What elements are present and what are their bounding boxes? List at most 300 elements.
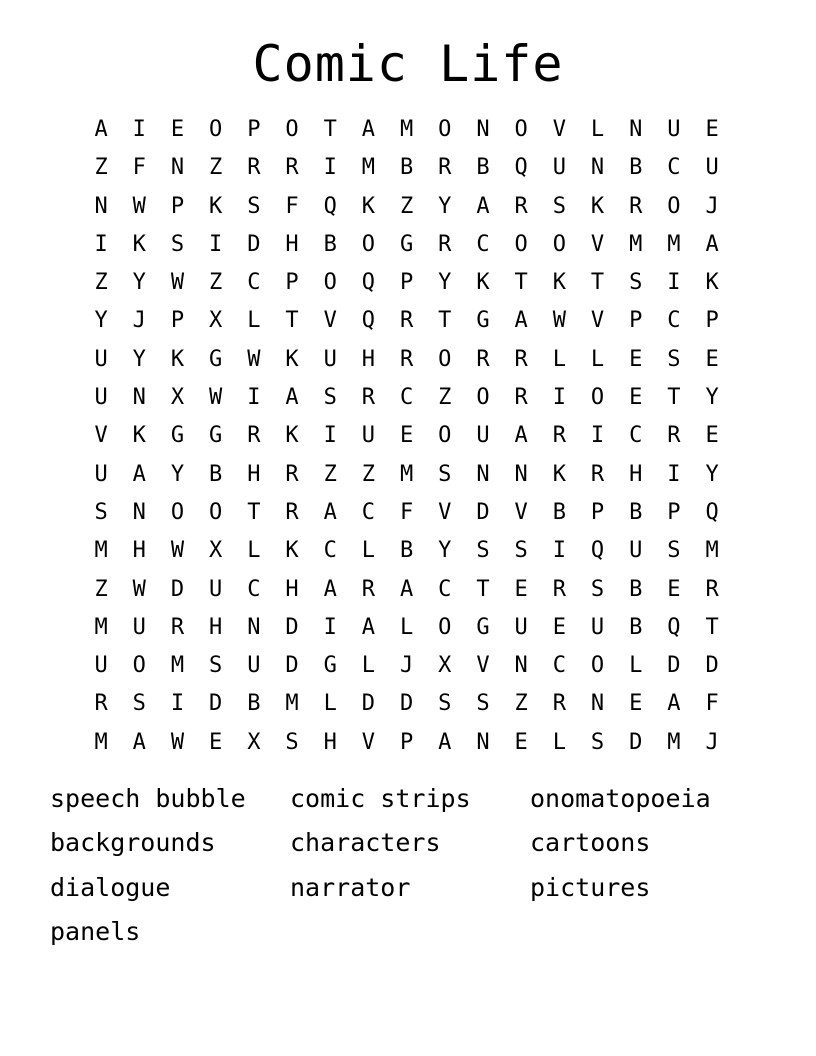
grid-letter: Y [438, 193, 452, 219]
grid-letter: B [399, 538, 414, 564]
grid-letter: G [323, 653, 337, 679]
word-list-item: dialogue [50, 872, 171, 902]
word-list-item: comic strips [290, 784, 471, 813]
grid-letter: T [667, 385, 681, 411]
grid-letter: K [285, 423, 299, 449]
grid-letter: R [247, 423, 261, 449]
grid-letter: T [438, 308, 452, 334]
grid-letter: S [323, 385, 337, 411]
page-title: Comic Life [252, 35, 564, 93]
grid-letter: S [590, 576, 605, 602]
grid-letter: O [438, 614, 452, 640]
grid-letter: O [667, 193, 681, 219]
grid-letter: I [552, 538, 566, 564]
grid-letter: W [170, 538, 185, 564]
grid-letter: S [667, 346, 681, 372]
grid-letter: O [590, 385, 605, 411]
grid-letter: R [399, 346, 414, 372]
grid-letter: A [323, 576, 337, 602]
grid-letter: R [94, 691, 108, 717]
grid-letter: R [399, 308, 414, 334]
grid-letter: R [514, 385, 528, 411]
grid-letter: R [552, 691, 566, 717]
grid-letter: K [209, 193, 223, 219]
grid-letter: S [438, 461, 452, 487]
grid-letter: X [209, 308, 223, 334]
grid-letter: M [705, 538, 719, 564]
grid-letter: U [94, 385, 108, 411]
grid-letter: Z [399, 193, 414, 219]
grid-letter: M [94, 729, 108, 755]
word-list-item: cartoons [530, 828, 651, 858]
grid-letter: L [552, 729, 566, 755]
word-list [50, 777, 770, 954]
grid-letter: C [667, 308, 681, 334]
grid-letter: E [552, 614, 566, 640]
grid-letter: A [667, 691, 681, 717]
grid-letter: D [209, 691, 223, 717]
grid-letter: O [438, 346, 452, 372]
grid-letter: A [132, 729, 146, 755]
grid-letter: O [590, 653, 605, 679]
grid-letter: X [438, 653, 452, 679]
grid-letter: R [552, 576, 566, 602]
grid-letter: Y [705, 461, 719, 487]
grid-letter: R [361, 385, 376, 411]
grid-letter: A [361, 117, 376, 142]
grid-letter: K [552, 270, 566, 296]
grid-letter: V [94, 423, 108, 449]
grid-letter: B [629, 155, 643, 181]
grid-letter: N [476, 729, 490, 755]
grid-letter: I [209, 231, 223, 257]
grid-letter: N [590, 155, 605, 181]
grid-letter: C [247, 270, 261, 296]
grid-letter: E [399, 423, 414, 449]
grid-letter: H [209, 614, 223, 640]
grid-letter: R [476, 346, 490, 372]
grid-letter: S [667, 538, 681, 564]
grid-letter: B [629, 614, 643, 640]
grid-letter: P [590, 499, 605, 525]
grid-letter: T [247, 499, 261, 525]
grid-letter: L [361, 538, 376, 564]
grid-letter: H [361, 346, 376, 372]
grid-letter: L [247, 308, 261, 334]
grid-letter: U [514, 614, 528, 640]
grid-letter: Z [438, 385, 452, 411]
grid-letter: O [209, 117, 223, 142]
grid-letter: C [438, 576, 452, 602]
grid-letter: R [170, 614, 185, 640]
grid-letter: E [514, 729, 528, 755]
grid-letter: U [94, 346, 108, 372]
word-list-item: speech bubble [50, 784, 246, 813]
grid-letter: M [667, 729, 681, 755]
grid-letter: C [629, 423, 643, 449]
grid-letter: N [247, 614, 261, 640]
grid-letter: D [170, 576, 185, 602]
grid-letter: T [514, 270, 528, 296]
grid-letter: J [132, 308, 146, 334]
grid-letter: T [705, 614, 719, 640]
grid-letter: R [285, 499, 299, 525]
grid-letter: R [514, 346, 528, 372]
grid-letter: S [94, 499, 108, 525]
grid-letter: R [438, 155, 452, 181]
grid-letter: I [667, 270, 681, 296]
grid-letter: V [590, 308, 605, 334]
word-list-item: backgrounds [50, 828, 216, 858]
grid-letter: K [285, 538, 299, 564]
grid-letter: P [399, 270, 414, 296]
grid-letter: B [323, 231, 337, 257]
grid-letter: W [170, 270, 185, 296]
grid-letter: A [399, 576, 414, 602]
grid-letter: H [629, 461, 643, 487]
grid-letter: S [132, 691, 146, 717]
grid-letter: Q [361, 270, 376, 296]
grid-letter: T [323, 117, 337, 142]
grid-letter: U [209, 576, 223, 602]
grid-letter: P [629, 308, 643, 334]
grid-letter: J [399, 653, 414, 679]
grid-letter: M [170, 653, 185, 679]
grid-letter: I [552, 385, 566, 411]
grid-letter: E [629, 385, 643, 411]
grid-letter: B [629, 499, 643, 525]
grid-letter: N [170, 155, 185, 181]
grid-letter: L [590, 117, 605, 142]
grid-letter: O [476, 385, 490, 411]
grid-letter: O [285, 117, 299, 142]
grid-letter: Z [209, 155, 223, 181]
grid-letter: B [247, 691, 261, 717]
grid-letter: V [590, 231, 605, 257]
grid-letter: R [629, 193, 643, 219]
grid-letter: C [247, 576, 261, 602]
grid-letter: L [590, 346, 605, 372]
grid-letter: Y [132, 346, 146, 372]
grid-letter: R [285, 461, 299, 487]
grid-letter: E [705, 423, 719, 449]
grid-letter: H [323, 729, 337, 755]
grid-letter: Y [170, 461, 185, 487]
grid-letter: W [132, 576, 146, 602]
grid-letter: Q [667, 614, 681, 640]
grid-letter: Y [705, 385, 719, 411]
grid-letter: W [247, 346, 261, 372]
grid-letter: U [94, 653, 108, 679]
word-list-item: pictures [530, 872, 651, 902]
grid-letter: U [323, 346, 337, 372]
grid-letter: A [438, 729, 452, 755]
grid-letter: D [361, 691, 376, 717]
grid-letter: I [323, 423, 337, 449]
grid-letter: D [629, 729, 643, 755]
grid-letter: X [247, 729, 261, 755]
grid-letter: F [285, 193, 299, 219]
grid-letter: Y [94, 308, 108, 334]
grid-letter: Q [323, 193, 337, 219]
grid-letter: C [476, 231, 490, 257]
grid-letter: O [323, 270, 337, 296]
grid-letter: N [476, 461, 490, 487]
grid-letter: R [285, 155, 299, 181]
grid-letter: U [94, 461, 108, 487]
grid-letter: E [209, 729, 223, 755]
grid-letter: Z [323, 461, 337, 487]
grid-letter: K [705, 270, 719, 296]
grid-letter: X [170, 385, 185, 411]
grid-letter: L [629, 653, 643, 679]
grid-letter: L [399, 614, 414, 640]
grid-letter: O [209, 499, 223, 525]
grid-letter: R [552, 423, 566, 449]
grid-letter: Q [705, 499, 719, 525]
grid-letter: R [361, 576, 376, 602]
grid-letter: A [476, 193, 490, 219]
grid-letter: B [399, 155, 414, 181]
grid-letter: O [514, 231, 528, 257]
grid-letter: Z [514, 691, 528, 717]
grid-letter: K [590, 193, 605, 219]
grid-letter: G [170, 423, 185, 449]
grid-letter: J [705, 193, 719, 219]
grid-letter: P [667, 499, 681, 525]
grid-letter: K [476, 270, 490, 296]
grid-letter: J [705, 729, 719, 755]
grid-letter: A [132, 461, 146, 487]
grid-letter: D [667, 653, 681, 679]
grid-letter: P [247, 117, 261, 142]
word-list-item: onomatopoeia [530, 784, 711, 813]
grid-letter: K [552, 461, 566, 487]
grid-letter: K [132, 231, 146, 257]
grid-letter: M [94, 538, 108, 564]
grid-letter: U [590, 614, 605, 640]
grid-letter: U [629, 538, 643, 564]
grid-letter: U [667, 117, 681, 142]
grid-letter: T [285, 308, 299, 334]
grid-letter: K [285, 346, 299, 372]
grid-letter: H [247, 461, 261, 487]
grid-letter: E [667, 576, 681, 602]
grid-letter: S [209, 653, 223, 679]
grid-letter: Y [438, 270, 452, 296]
grid-letter: Q [590, 538, 605, 564]
grid-letter: S [476, 538, 490, 564]
grid-letter: Q [514, 155, 528, 181]
grid-letter: N [514, 461, 528, 487]
grid-letter: O [552, 231, 566, 257]
grid-letter: P [170, 308, 185, 334]
grid-letter: K [170, 346, 185, 372]
word-list-item: narrator [290, 872, 411, 902]
grid-letter: S [476, 691, 490, 717]
grid-letter: V [552, 117, 566, 142]
grid-letter: D [399, 691, 414, 717]
grid-letter: Z [94, 155, 108, 181]
grid-letter: O [438, 117, 452, 142]
grid-letter: F [705, 691, 719, 717]
grid-letter: U [132, 614, 146, 640]
word-list-item: characters [290, 828, 441, 858]
grid-letter: E [705, 117, 719, 142]
grid-letter: I [247, 385, 261, 411]
grid-letter: A [514, 308, 528, 334]
grid-letter: Z [94, 576, 108, 602]
grid-letter: I [667, 461, 681, 487]
grid-letter: W [552, 308, 566, 334]
grid-letter: B [552, 499, 566, 525]
grid-letter: M [285, 691, 299, 717]
grid-letter: P [705, 308, 719, 334]
grid-letter: A [323, 499, 337, 525]
grid-letter: R [247, 155, 261, 181]
grid-letter: B [209, 461, 223, 487]
grid-letter: V [323, 308, 337, 334]
grid-letter: N [629, 117, 643, 142]
grid-letter: Q [361, 308, 376, 334]
grid-letter: R [667, 423, 681, 449]
grid-letter: M [667, 231, 681, 257]
grid-letter: L [247, 538, 261, 564]
grid-letter: K [132, 423, 146, 449]
grid-letter: H [285, 231, 299, 257]
grid-letter: O [132, 653, 146, 679]
grid-letter: G [209, 346, 223, 372]
grid-letter: B [629, 576, 643, 602]
grid-letter: N [132, 385, 146, 411]
grid-letter: S [247, 193, 261, 219]
grid-letter: N [94, 193, 108, 219]
grid-letter: E [514, 576, 528, 602]
grid-letter: D [705, 653, 719, 679]
grid-letter: V [361, 729, 376, 755]
grid-letter: Z [361, 461, 376, 487]
grid-letter: P [170, 193, 185, 219]
grid-letter: W [209, 385, 223, 411]
grid-letter: M [399, 117, 414, 142]
grid-letter: T [590, 270, 605, 296]
grid-letter: A [514, 423, 528, 449]
grid-letter: S [438, 691, 452, 717]
grid-letter: U [476, 423, 490, 449]
grid-letter: U [552, 155, 566, 181]
grid-letter: S [170, 231, 185, 257]
grid-letter: E [170, 117, 185, 142]
grid-letter: O [170, 499, 185, 525]
grid-letter: S [590, 729, 605, 755]
grid-letter: Z [209, 270, 223, 296]
grid-letter: B [476, 155, 490, 181]
grid-letter: I [323, 155, 337, 181]
grid-letter: W [132, 193, 146, 219]
grid-letter: E [705, 346, 719, 372]
grid-letter: O [438, 423, 452, 449]
grid-letter: M [399, 461, 414, 487]
grid-letter: R [705, 576, 719, 602]
grid-letter: G [476, 308, 490, 334]
grid-letter: U [361, 423, 376, 449]
grid-letter: M [629, 231, 643, 257]
grid-letter: A [705, 231, 719, 257]
grid-letter: A [94, 117, 108, 142]
grid-letter: O [514, 117, 528, 142]
grid-letter: M [361, 155, 376, 181]
grid-letter: V [476, 653, 490, 679]
grid-letter: I [170, 691, 185, 717]
grid-letter: E [629, 691, 643, 717]
grid-letter: G [399, 231, 414, 257]
grid-letter: G [209, 423, 223, 449]
grid-letter: C [361, 499, 376, 525]
grid-letter: I [132, 117, 146, 142]
grid-letter: M [94, 614, 108, 640]
grid-letter: L [323, 691, 337, 717]
grid-letter: U [705, 155, 719, 181]
grid-letter: N [590, 691, 605, 717]
grid-letter: N [514, 653, 528, 679]
grid-letter: C [667, 155, 681, 181]
grid-letter: N [132, 499, 146, 525]
grid-letter: I [323, 614, 337, 640]
grid-letter: I [590, 423, 605, 449]
grid-letter: A [285, 385, 299, 411]
grid-letter: R [514, 193, 528, 219]
grid-letter: F [132, 155, 146, 181]
grid-letter: P [285, 270, 299, 296]
grid-letter: N [476, 117, 490, 142]
grid-letter: K [361, 193, 376, 219]
grid-letter: A [361, 614, 376, 640]
grid-letter: T [476, 576, 490, 602]
grid-letter: L [361, 653, 376, 679]
grid-letter: V [514, 499, 528, 525]
grid-letter: Y [132, 270, 146, 296]
grid-letter: S [552, 193, 566, 219]
grid-letter: Z [94, 270, 108, 296]
grid-letter: X [209, 538, 223, 564]
grid-letter: S [514, 538, 528, 564]
grid-letter: L [552, 346, 566, 372]
grid-letter: C [323, 538, 337, 564]
grid-letter: D [247, 231, 261, 257]
grid-letter: D [285, 653, 299, 679]
grid-letter: R [590, 461, 605, 487]
grid-letter: U [247, 653, 261, 679]
grid-letter: V [438, 499, 452, 525]
grid-letter: F [399, 499, 414, 525]
grid-letter: S [285, 729, 299, 755]
grid-letter: E [629, 346, 643, 372]
grid-letter: D [476, 499, 490, 525]
grid-letter: I [94, 231, 108, 257]
grid-letter: C [399, 385, 414, 411]
grid-letter: S [629, 270, 643, 296]
grid-letter: P [399, 729, 414, 755]
word-list-item: panels [50, 916, 141, 946]
grid-letter: W [170, 729, 185, 755]
grid-letter: H [285, 576, 299, 602]
grid-letter: D [285, 614, 299, 640]
grid-letter: G [476, 614, 490, 640]
grid-letter: H [132, 538, 146, 564]
grid-letter: O [361, 231, 376, 257]
grid-letter: C [552, 653, 566, 679]
grid-letter: Y [438, 538, 452, 564]
